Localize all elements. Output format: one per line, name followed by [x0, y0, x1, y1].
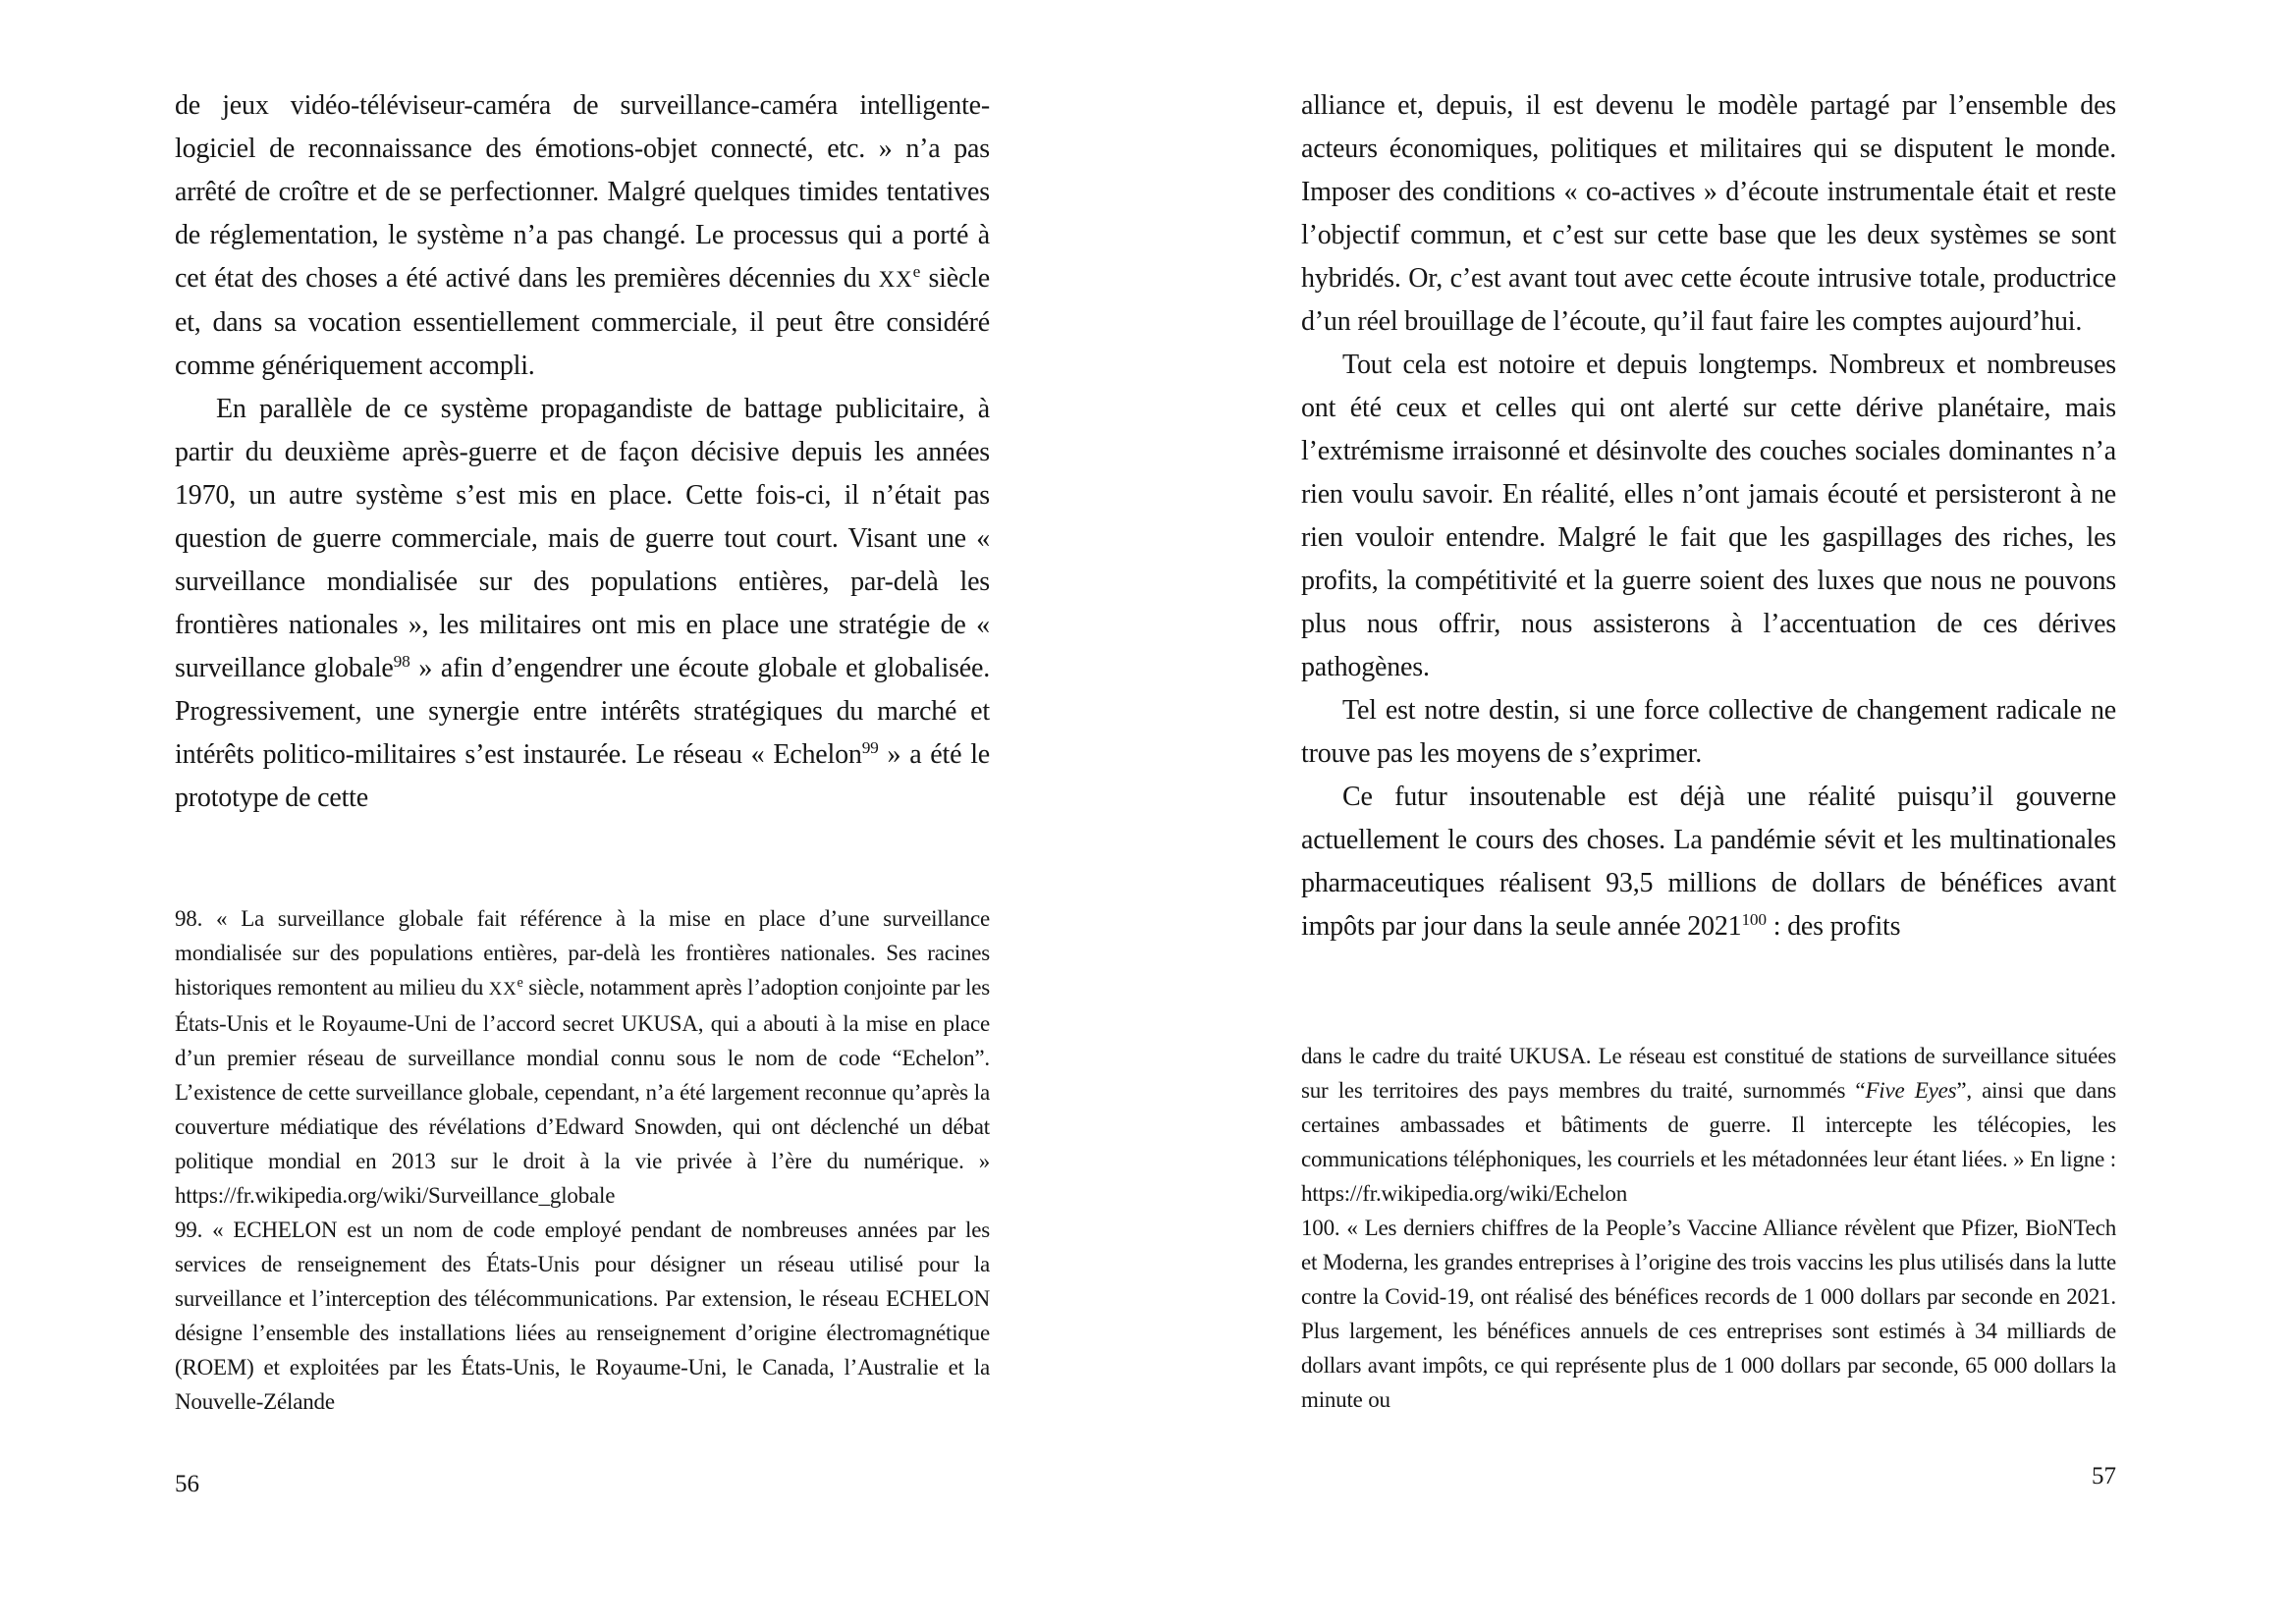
paragraph: alliance et, depuis, il est devenu le modèle partagé par l’ensemble des acteurs économiques, politiques et militaires qui se disputent le monde. Imposer des conditions « co-actives » d’écoute instrumentale était et reste l’objectif commun, et c’est sur cette base que les deux systèmes se sont hybridés. Or, c’est avant tout avec cette écoute intrusive totale, productrice d’un réel brouillage de l’écoute, qu’il faut faire les comptes aujourd’hui. — [1301, 90, 2116, 337]
right-page-body — [1301, 84, 2116, 948]
footnote-reference: 100 — [1741, 910, 1767, 930]
footnote: 98. « La surveillance globale fait référence à la mise en place d’une surveillance mondialisée sur des populations entières, par-delà les frontières nationales. Ses racines historiques remontent au milieu du XXe siècle, notamment après l’adoption conjointe par les États-Unis et le Royaume-Uni de l’accord secret UKUSA, qui a abouti à la mise en place d’un premier réseau de surveillance mondial connu sous le nom de code “Echelon”. L’existence de cette surveillance globale, cependant, n’a été largement reconnue qu’après la couverture médiatique des révélations d’Edward Snowden, qui ont déclenché un débat politique mondial en 2013 sur le droit à la vie privée à l’ère du numérique. » https://fr.wikipedia.org/wiki/Surveillance_globale — [175, 906, 990, 1208]
paragraph: En parallèle de ce système propagandiste de battage publicitaire, à partir du deuxième après-guerre et de façon décisive depuis les années 1970, un autre système s’est mis en place. Cette fois-ci, il n’était pas question de guerre commerciale, mais de guerre tout court. Visant une « surveillance mondialisée sur des populations entières, par-delà les frontières nationales », les militaires ont mis en place une stratégie de « surveillance globale$^{98}$ » afin d’engendrer une écoute globale et globalisée. Progressivement, une synergie entre intérêts stratégiques du marché et intérêts politico-militaires s’est instaurée. Le réseau « Echelon$^{99}$ » a été le prototype de cette — [175, 394, 990, 813]
left-page-footnotes — [175, 901, 990, 1419]
paragraph: Ce futur insoutenable est déjà une réalité puisqu’il gouverne actuellement le cours des choses. La pandémie sévit et les multinationales pharmaceutiques réalisent 93,5 millions de dollars de bénéfices avant impôts par jour dans la seule année 2021$^{100}$ : des profits — [1301, 782, 2116, 942]
footnote-reference: e — [912, 262, 921, 282]
footnote: dans le cadre du traité UKUSA. Le réseau est constitué de stations de surveillance situées sur les territoires des pays membres du traité, surnommés “Five Eyes”, ainsi que dans certaines ambassades et bâtiments de guerre. Il intercepte les télécopies, les communications téléphoniques, les courriels et les métadonnées leur étant liées. » En ligne : https://fr.wikipedia.org/wiki/Echelon — [1301, 1044, 2116, 1206]
left-page-body — [175, 84, 990, 820]
small-caps-text: XX — [878, 267, 913, 292]
right-page-footnotes — [1301, 1039, 2116, 1417]
footnote-reference: e — [517, 975, 523, 992]
small-caps-text: XX — [488, 979, 518, 1000]
right-page-number: 57 — [2092, 1463, 2116, 1489]
footnote-reference: 99 — [861, 738, 879, 758]
paragraph: Tout cela est notoire et depuis longtemps. Nombreux et nombreuses ont été ceux et celles qui ont alerté sur cette dérive planétaire, mais l’extrémisme irraisonné et désinvolte des couches sociales dominantes n’a rien voulu savoir. En réalité, elles n’ont jamais écouté et persisteront à ne rien vouloir entendre. Malgré le fait que les gaspillages des riches, les profits, la compétitivité et la guerre soient des luxes que nous ne pouvons plus nous offrir, nous assisterons à l’accentuation de ces dérives pathogènes. — [1301, 350, 2116, 682]
paragraph: Tel est notre destin, si une force collective de changement radicale ne trouve pas les moyens de s’exprimer. — [1301, 695, 2116, 769]
footnote: 100. « Les derniers chiffres de la People’s Vaccine Alliance révèlent que Pfizer, BioNTech et Moderna, les grandes entreprises à l’origine des trois vaccins les plus utilisés dans la lutte contre la Covid-19, ont réalisé des bénéfices records de 1 000 dollars par seconde en 2021. Plus largement, les bénéfices annuels de ces entreprises sont estimés à 34 milliards de dollars avant impôts, ce qui représente plus de 1 000 dollars par seconde, 65 000 dollars la minute ou — [1301, 1216, 2116, 1412]
footnote: 99. « ECHELON est un nom de code employé pendant de nombreuses années par les services de renseignement des États-Unis pour désigner un réseau utilisé pour la surveillance et l’interception des télécommunications. Par extension, le réseau ECHELON désigne l’ensemble des installations liées au renseignement d’origine électromagnétique (ROEM) et exploitées par les États-Unis, le Royaume-Uni, le Canada, l’Australie et la Nouvelle-Zélande — [175, 1218, 990, 1414]
paragraph: de jeux vidéo-téléviseur-caméra de surveillance-caméra intelligente-logiciel de reconnaissance des émotions-objet connecté, etc. » n’a pas arrêté de croître et de se perfectionner. Malgré quelques timides tentatives de réglementation, le système n’a pas changé. Le processus qui a porté à cet état des choses a été activé dans les premières décennies du XXe siècle et, dans sa vocation essentiellement commerciale, il peut être considéré comme génériquement accompli. — [175, 90, 990, 381]
left-page-number: 56 — [175, 1471, 199, 1497]
footnote-reference: 98 — [393, 652, 410, 672]
italic-text: Five Eyes — [1865, 1078, 1957, 1103]
